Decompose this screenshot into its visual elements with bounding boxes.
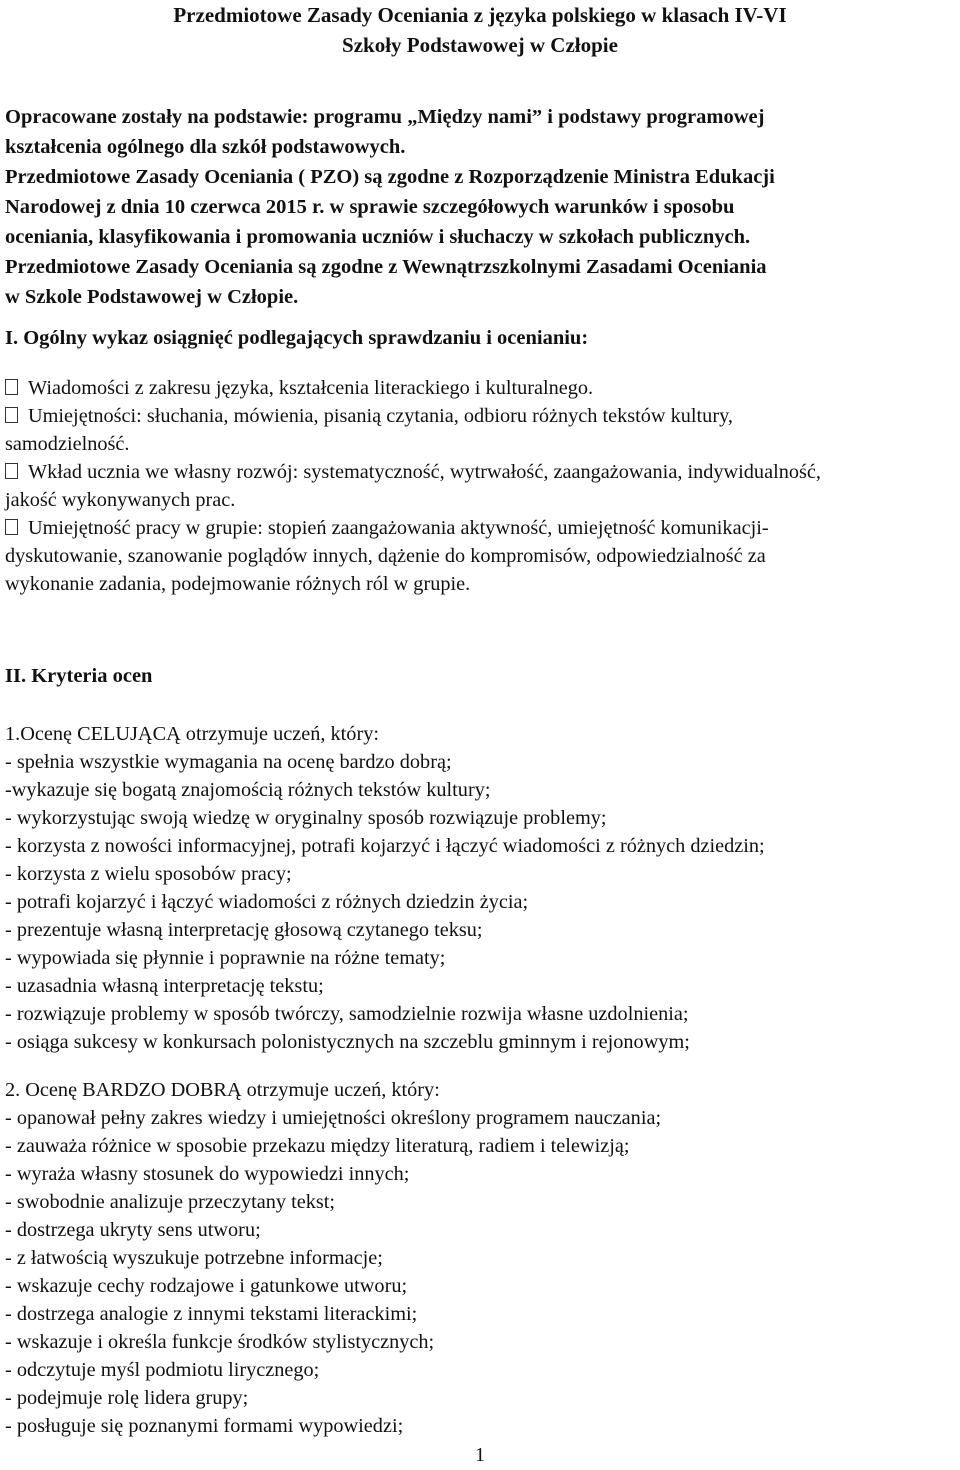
criteria-item: - posługuje się poznanymi formami wypowiedzi; bbox=[5, 1415, 404, 1437]
section-1-heading: I. Ogólny wykaz osiągnięć podlegających sprawdzaniu i ocenianiu: bbox=[5, 327, 589, 349]
list-item bbox=[5, 514, 955, 542]
section-1-list bbox=[5, 374, 955, 598]
criteria-item: - uzasadnia własną interpretację tekstu; bbox=[5, 975, 324, 997]
intro-line: kształcenia ogólnego dla szkół podstawowych. bbox=[5, 136, 406, 158]
criteria-item: - zauważa różnice w sposobie przekazu między literaturą, radiem i telewizją; bbox=[5, 1135, 630, 1157]
grade-celujacy-section bbox=[5, 720, 955, 1056]
checkbox-bullet-icon bbox=[5, 519, 18, 535]
criteria-item: - wskazuje cechy rodzajowe i gatunkowe utworu; bbox=[5, 1275, 408, 1297]
checkbox-bullet-icon bbox=[5, 379, 18, 395]
criteria-item: - korzysta z nowości informacyjnej, potrafi kojarzyć i łączyć wiadomości z różnych dziedzin; bbox=[5, 835, 765, 857]
criteria-item: - wyraża własny stosunek do wypowiedzi innych; bbox=[5, 1163, 410, 1185]
list-item-text: Umiejętności: słuchania, mówienia, pisanią czytania, odbioru różnych tekstów kultury, bbox=[28, 405, 733, 427]
list-item bbox=[5, 458, 955, 486]
intro-line: Przedmiotowe Zasady Oceniania ( PZO) są zgodne z Rozporządzenie Ministra Edukacji bbox=[5, 166, 775, 188]
criteria-item: - potrafi kojarzyć i łączyć wiadomości z różnych dziedzin życia; bbox=[5, 891, 529, 913]
criteria-item: - podejmuje rolę lidera grupy; bbox=[5, 1387, 249, 1409]
page-number: 1 bbox=[475, 1444, 485, 1466]
grade-heading: 2. Ocenę BARDZO DOBRĄ otrzymuje uczeń, który: bbox=[5, 1079, 440, 1101]
list-item-text: Wiadomości z zakresu języka, kształcenia literackiego i kulturalnego. bbox=[28, 377, 594, 399]
criteria-item: - z łatwością wyszukuje potrzebne informacje; bbox=[5, 1247, 383, 1269]
criteria-item: - odczytuje myśl podmiotu lirycznego; bbox=[5, 1359, 320, 1381]
criteria-item: - rozwiązuje problemy w sposób twórczy, samodzielnie rozwija własne uzdolnienia; bbox=[5, 1003, 689, 1025]
criteria-item: -wykazuje się bogatą znajomością różnych tekstów kultury; bbox=[5, 779, 491, 801]
grade-bardzo-dobry-section bbox=[5, 1076, 955, 1440]
criteria-item: - wykorzystując swoją wiedzę w oryginalny sposób rozwiązuje problemy; bbox=[5, 807, 607, 829]
list-item-continuation: dyskutowanie, szanowanie poglądów innych, dążenie do kompromisów, odpowiedzialność za bbox=[5, 545, 766, 567]
list-item-continuation: jakość wykonywanych prac. bbox=[5, 489, 236, 511]
intro-paragraph bbox=[5, 102, 955, 312]
intro-line: Przedmiotowe Zasady Oceniania są zgodne z Wewnątrzszkolnymi Zasadami Oceniania bbox=[5, 256, 767, 278]
list-item bbox=[5, 374, 955, 402]
criteria-item: - prezentuje własną interpretację głosową czytanego teksu; bbox=[5, 919, 483, 941]
section-2-heading: II. Kryteria ocen bbox=[5, 665, 153, 687]
intro-line: oceniania, klasyfikowania i promowania uczniów i słuchaczy w szkołach publicznych. bbox=[5, 226, 751, 248]
list-item-text: Umiejętność pracy w grupie: stopień zaangażowania aktywność, umiejętność komunikacji- bbox=[28, 517, 769, 539]
intro-line: w Szkole Podstawowej w Człopie. bbox=[5, 286, 299, 308]
grade-heading: 1.Ocenę CELUJĄCĄ otrzymuje uczeń, który: bbox=[5, 723, 379, 745]
intro-line: Narodowej z dnia 10 czerwca 2015 r. w sprawie szczegółowych warunków i sposobu bbox=[5, 196, 735, 218]
list-item bbox=[5, 402, 955, 430]
criteria-item: - wypowiada się płynnie i poprawnie na różne tematy; bbox=[5, 947, 446, 969]
document-title-line-2: Szkoły Podstawowej w Człopie bbox=[342, 33, 618, 57]
criteria-item: - wskazuje i określa funkcje środków stylistycznych; bbox=[5, 1331, 435, 1353]
criteria-item: - spełnia wszystkie wymagania na ocenę bardzo dobrą; bbox=[5, 751, 452, 773]
criteria-item: - dostrzega ukryty sens utworu; bbox=[5, 1219, 261, 1241]
criteria-item: - dostrzega analogie z innymi tekstami literackimi; bbox=[5, 1303, 418, 1325]
list-item-continuation: wykonanie zadania, podejmowanie różnych ról w grupie. bbox=[5, 573, 471, 595]
criteria-item: - swobodnie analizuje przeczytany tekst; bbox=[5, 1191, 336, 1213]
list-item-continuation: samodzielność. bbox=[5, 433, 130, 455]
checkbox-bullet-icon bbox=[5, 463, 18, 479]
intro-line: Opracowane zostały na podstawie: programu „Między nami” i podstawy programowej bbox=[5, 106, 765, 128]
criteria-item: - korzysta z wielu sposobów pracy; bbox=[5, 863, 292, 885]
list-item-text: Wkład ucznia we własny rozwój: systematyczność, wytrwałość, zaangażowania, indywidualność, bbox=[28, 461, 821, 483]
criteria-item: - opanował pełny zakres wiedzy i umiejętności określony programem nauczania; bbox=[5, 1107, 662, 1129]
criteria-item: - osiąga sukcesy w konkursach polonistycznych na szczeblu gminnym i rejonowym; bbox=[5, 1031, 690, 1053]
checkbox-bullet-icon bbox=[5, 407, 18, 423]
document-title-line-1: Przedmiotowe Zasady Oceniania z języka polskiego w klasach IV-VI bbox=[173, 3, 787, 27]
